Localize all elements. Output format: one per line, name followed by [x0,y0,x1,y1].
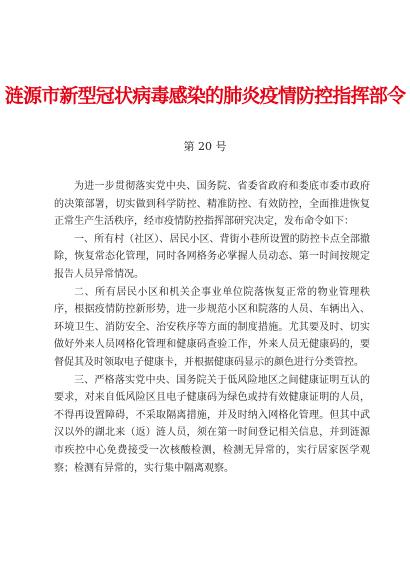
paragraph-item-3: 三、严格落实党中央、国务院关于低风险地区之间健康证明互认的要求，对来自低风险区且电子健康码为绿色或持有效健康证明的人员，不得再设置障碍，不采取隔离措施，并及时纳入网格化管理。但其中武汉以外的湖北来（返）涟人员，须在第一时间登记相关信息，并到涟源市疾控中心免费接受一次核酸检测，检测无异常的，实行居家医学观察；检测有异常的，实行集中隔离观察。 [54,374,370,474]
document-body [54,178,370,477]
document-header-title: 涟源市新型冠状病毒感染的肺炎疫情防控指挥部令 [4,85,406,107]
paragraph-item-1: 一、所有村（社区）、居民小区、背街小巷所设置的防控卡点全部撤除，恢复常态化管理，同时各网格务必掌握人员动态、第一时间按规定报告人员异常情况。 [54,233,370,280]
document-number: 第 20 号 [183,140,227,153]
paragraph-intro: 为进一步贯彻落实党中央、国务院、省委省政府和娄底市委市政府的决策部署，切实做到科学防控、精准防控、有效防控，全面推进恢复正常生产生活秩序，经市疫情防控指挥部研究决定，发布命令如下： [54,181,370,228]
paragraph-item-2: 二、所有居民小区和机关企事业单位院落恢复正常的物业管理秩序，根据疫情防控新形势，进一步规范小区和院落的人员、车辆出入、环境卫生、消防安全、治安秩序等方面的制度措施。尤其要及时、切实做好外来人员网格化管理和健康码查验工作，外来人员无健康码的，要督促其及时领取电子健康卡，并根据健康码显示的颜色进行分类管控。 [54,286,370,368]
